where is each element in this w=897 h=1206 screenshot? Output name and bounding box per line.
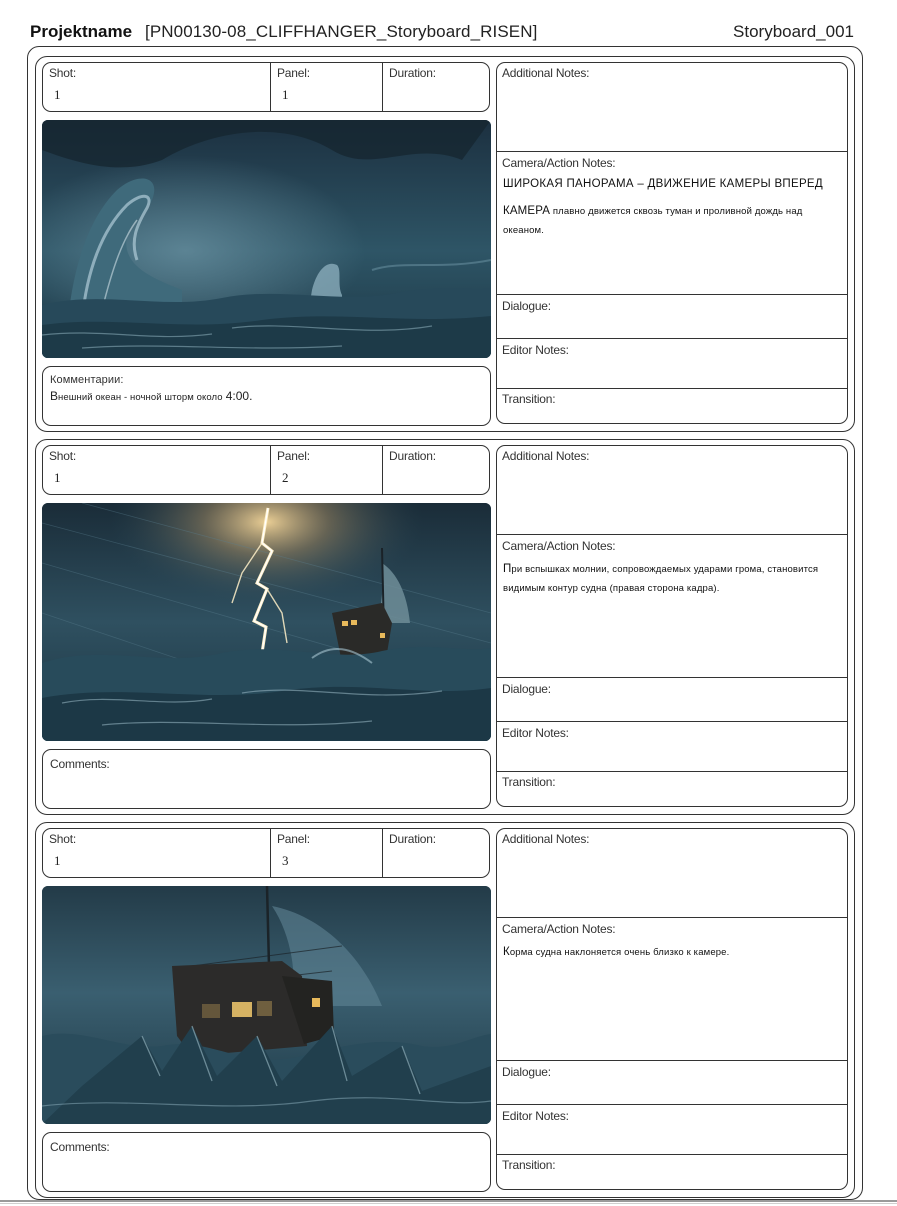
additional-notes-label: Additional Notes:: [502, 66, 590, 80]
shot-label: Shot:: [49, 449, 77, 463]
additional-notes-section[interactable]: [497, 63, 847, 151]
camera-body: При вспышках молнии, сопровождаемых ударами грома, становится видимым контур судна (правая сторона кадра).: [503, 563, 819, 594]
dialogue-label: Dialogue:: [502, 682, 551, 696]
storyboard-frame-image: [42, 503, 491, 741]
project-label: Projektname: [30, 22, 133, 41]
camera-notes-text: [503, 560, 841, 598]
storyboard-panel-3: [35, 822, 855, 1198]
duration-field: [382, 829, 491, 877]
storyboard-frame-image: [42, 886, 491, 1124]
sheet-id: Storyboard_001: [733, 22, 854, 41]
shot-field: [43, 63, 270, 111]
dialogue-section[interactable]: [497, 294, 847, 338]
camera-notes-label: Camera/Action Notes:: [502, 156, 616, 170]
camera-body: КАМЕРА плавно движется сквозь туман и проливной дождь над океаном.: [503, 205, 803, 236]
duration-field: [382, 63, 491, 111]
storyboard-frame-image: [42, 120, 491, 358]
dialogue-label: Dialogue:: [502, 299, 551, 313]
transition-section[interactable]: [497, 388, 847, 424]
camera-notes-text: [503, 177, 841, 240]
shot-info: [42, 62, 490, 112]
panel-field: [270, 829, 383, 877]
camera-notes-label: Camera/Action Notes:: [502, 922, 616, 936]
panel-label: Panel:: [277, 66, 310, 80]
duration-label: Duration:: [389, 449, 436, 463]
page-header: [30, 22, 856, 46]
transition-label: Transition:: [502, 1158, 556, 1172]
comments-box[interactable]: [42, 1132, 491, 1192]
camera-notes-section[interactable]: [497, 534, 847, 677]
comments-text: Внешний океан - ночной шторм около 4:00.: [50, 389, 253, 403]
shot-field: [43, 829, 270, 877]
dialogue-section[interactable]: [497, 1060, 847, 1104]
storyboard-panel-1: [35, 56, 855, 432]
camera-notes-section[interactable]: [497, 917, 847, 1060]
comments-label: Comments:: [50, 757, 110, 771]
comments-label: Комментарии:: [50, 374, 124, 386]
panel-field: [270, 446, 383, 494]
notes-column: [496, 62, 848, 424]
duration-label: Duration:: [389, 832, 436, 846]
transition-section[interactable]: [497, 1154, 847, 1190]
camera-notes-section[interactable]: [497, 151, 847, 294]
shot-value: 1: [54, 853, 61, 868]
duration-label: Duration:: [389, 66, 436, 80]
shot-info: [42, 828, 490, 878]
panel-value: 3: [282, 853, 289, 868]
shot-info: [42, 445, 490, 495]
camera-heading: ШИРОКАЯ ПАНОРАМА – ДВИЖЕНИЕ КАМЕРЫ ВПЕРЕД: [503, 178, 823, 190]
camera-notes-label: Camera/Action Notes:: [502, 539, 616, 553]
camera-body: Корма судна наклоняется очень близко к камере.: [503, 946, 730, 958]
panel-label: Panel:: [277, 449, 310, 463]
notes-column: [496, 445, 848, 807]
project-name: [PN00130-08_CLIFFHANGER_Storyboard_RISEN]: [145, 22, 538, 41]
editor-notes-section[interactable]: [497, 338, 847, 388]
dialogue-label: Dialogue:: [502, 1065, 551, 1079]
editor-notes-label: Editor Notes:: [502, 1109, 569, 1123]
shot-label: Shot:: [49, 66, 77, 80]
additional-notes-label: Additional Notes:: [502, 832, 590, 846]
bottom-divider-shadow: [0, 1203, 897, 1204]
shot-label: Shot:: [49, 832, 77, 846]
panel-label: Panel:: [277, 832, 310, 846]
notes-column: [496, 828, 848, 1190]
duration-field: [382, 446, 491, 494]
camera-notes-text: [503, 943, 841, 962]
panel-value: 1: [282, 87, 289, 102]
bottom-divider: [0, 1200, 897, 1202]
panel-field: [270, 63, 383, 111]
additional-notes-section[interactable]: [497, 446, 847, 534]
transition-label: Transition:: [502, 775, 556, 789]
comments-label: Comments:: [50, 1140, 110, 1154]
shot-value: 1: [54, 87, 61, 102]
editor-notes-section[interactable]: [497, 721, 847, 771]
additional-notes-label: Additional Notes:: [502, 449, 590, 463]
panel-value: 2: [282, 470, 289, 485]
transition-label: Transition:: [502, 392, 556, 406]
editor-notes-section[interactable]: [497, 1104, 847, 1154]
editor-notes-label: Editor Notes:: [502, 343, 569, 357]
editor-notes-label: Editor Notes:: [502, 726, 569, 740]
dialogue-section[interactable]: [497, 677, 847, 721]
comments-box[interactable]: [42, 749, 491, 809]
additional-notes-section[interactable]: [497, 829, 847, 917]
shot-value: 1: [54, 470, 61, 485]
transition-section[interactable]: [497, 771, 847, 807]
comments-box[interactable]: [42, 366, 491, 426]
shot-field: [43, 446, 270, 494]
storyboard-panel-2: [35, 439, 855, 815]
